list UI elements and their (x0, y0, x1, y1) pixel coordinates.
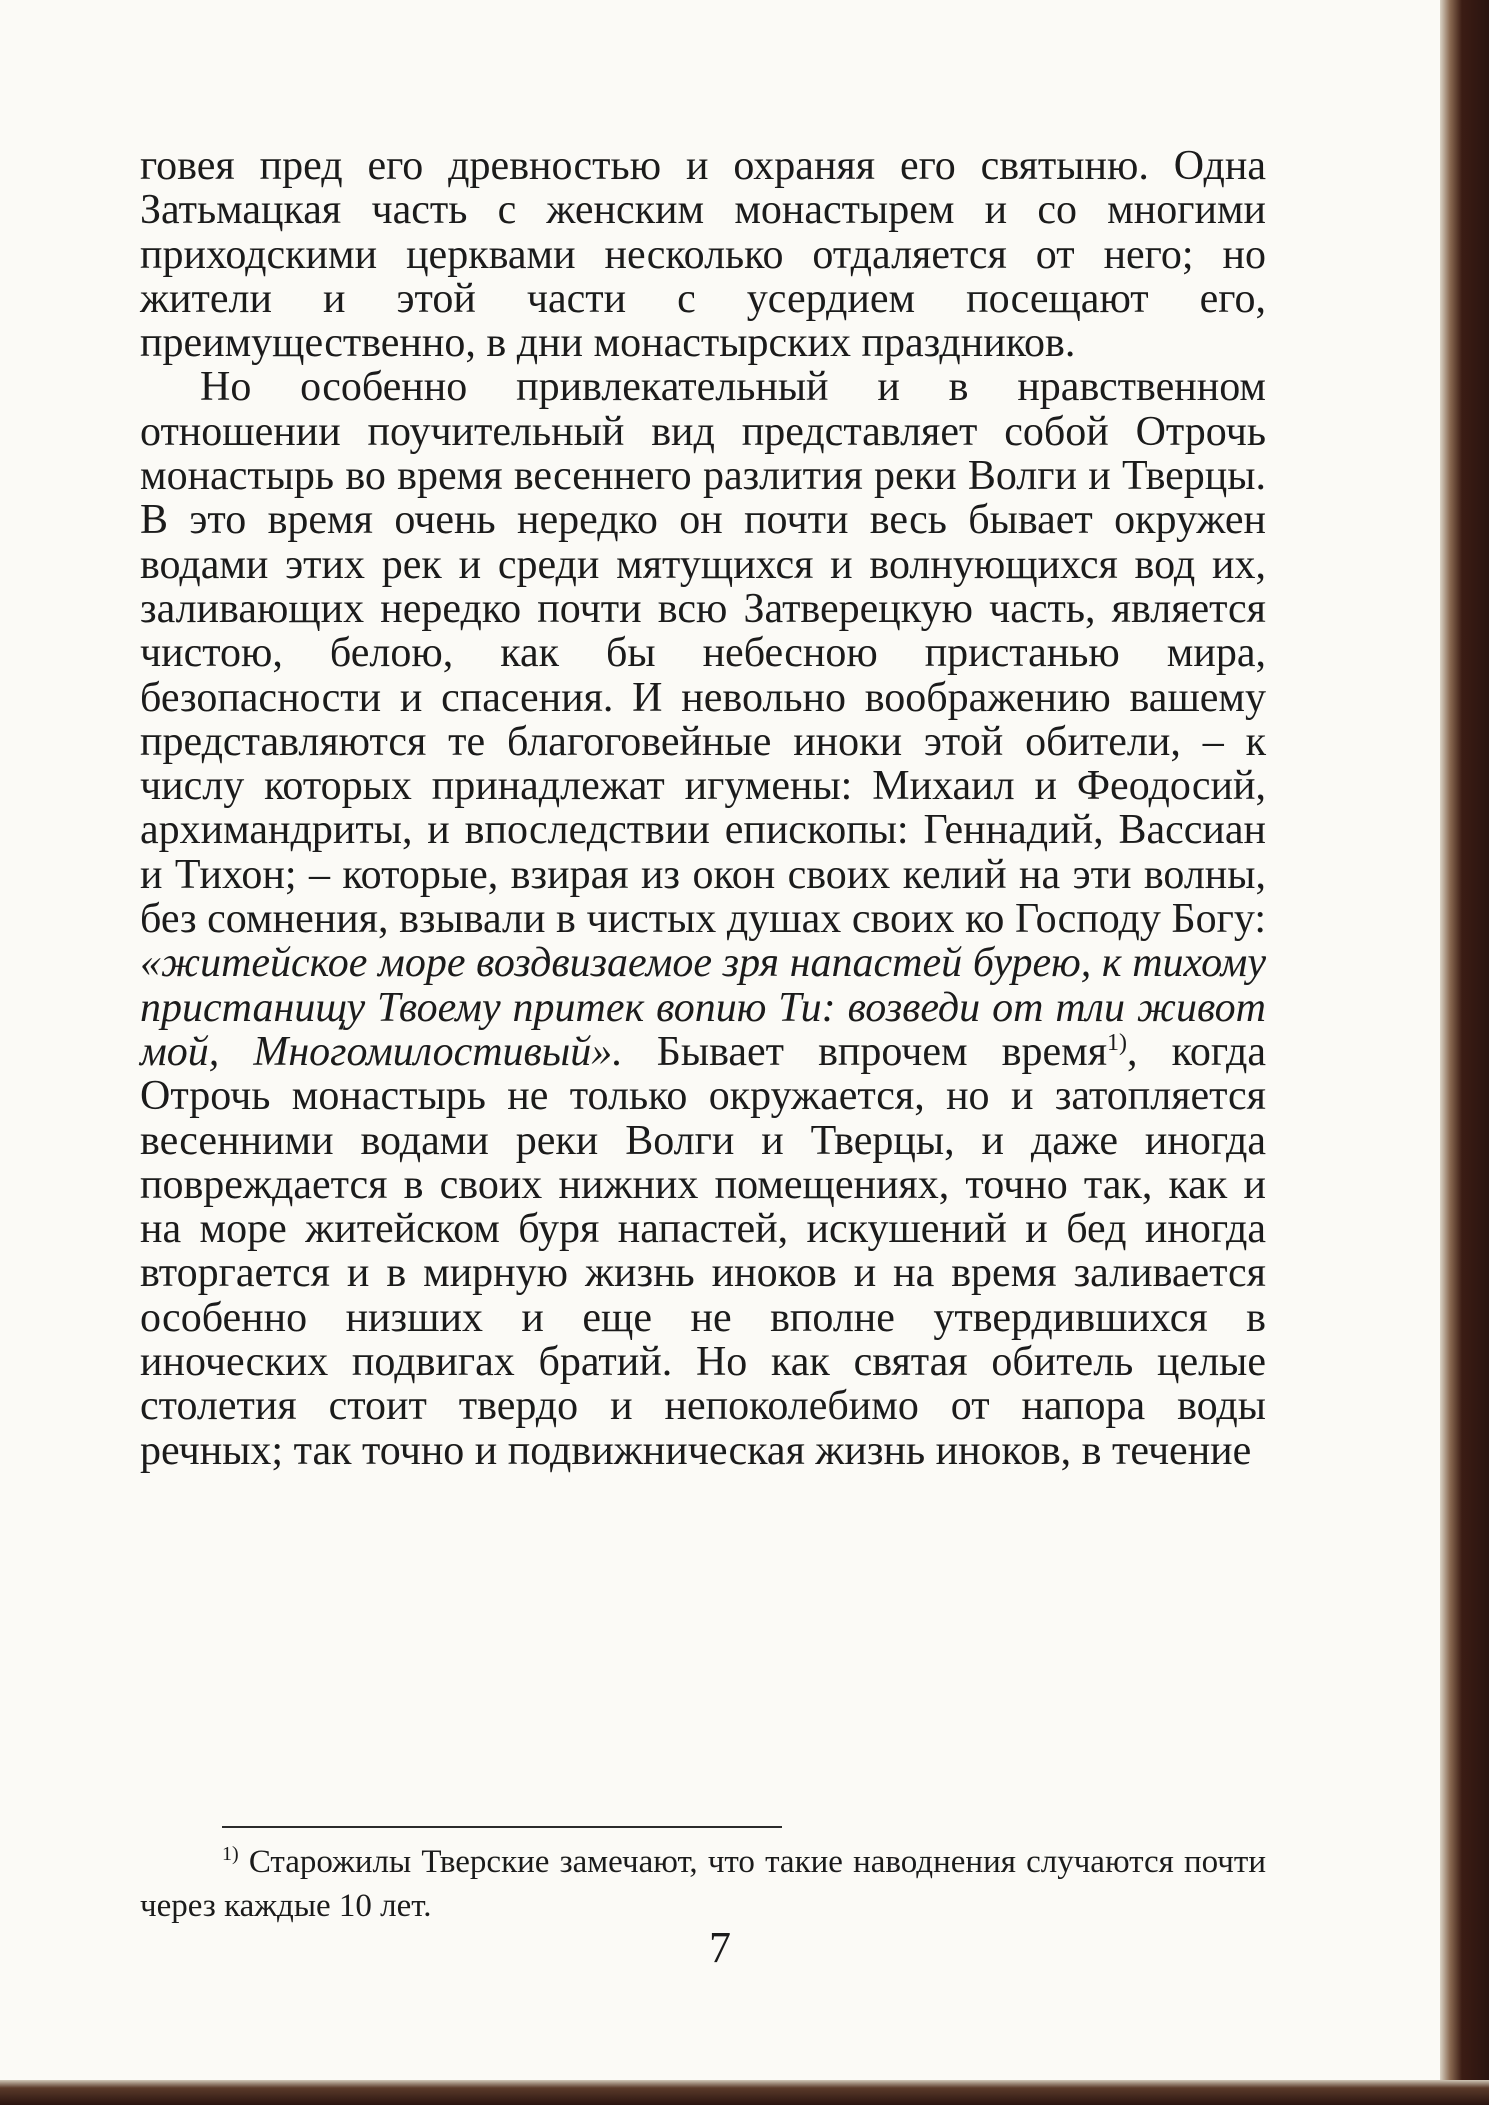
footnote-reference: 1) (1107, 1029, 1128, 1056)
footnote-text: Старожилы Тверские замечают, что такие наводнения случаются почти через каждые 10 лет. (140, 1844, 1266, 1924)
paragraph-1: говея пред его древностью и охраняя его святыню. Одна Затьмацкая часть с женским монастырем и со многими приходскими церквами несколько отдаляется от него; но жители и этой части с усердием посещают его, преимущественно, в дни монастырских праздников. (140, 143, 1266, 367)
footnote-mark: 1) (222, 1843, 239, 1865)
paragraph-2-text: Но особенно привлекательный и в нравственном отношении поучительный вид представляет собой Отрочь монастырь во время весеннего разлития реки Волги и Тверцы. В это время очень нередко он почти весь бывает окружен водами этих рек и среди мятущихся и волнующихся вод их, заливающих нередко почти всю Затверецкую часть, является чистою, белою, как бы небесною пристанью мира, безопасности и спасения. И невольно воображению вашему представляются те благоговейные иноки этой обители, – к числу которых принадлежат игумены: Михаил и Феодосий, архимандриты, и впоследствии епископы: Геннадий, Вассиан и Тихон; – которые, взирая из окон своих келий на эти волны, без сомнения, взывали в чистых душах своих ко Господу Богу: (140, 364, 1266, 943)
paragraph-2 (140, 365, 1266, 1472)
paragraph-2-ending: , когда Отрочь монастырь не только окружается, но и затопляется весенними водами реки Волги и Тверцы, и даже иногда повреждается в своих нижних помещениях, точно так, как и на море житейском буря напастей, искушений и бед иногда вторгается и в мирную жизнь иноков и на время заливается особенно низших и еще не вполне утвердившихся в иноческих подвигах братий. Но как святая обитель целые столетия стоит твердо и непоколебимо от напора воды речных; так точно и подвижническая жизнь иноков, в течение (140, 1028, 1267, 1474)
main-text (140, 144, 1266, 1473)
paragraph-2-continuation: Бывает впрочем время (656, 1028, 1108, 1075)
footnote (140, 1840, 1266, 1928)
prayer-quote: «житейское море воздвизаемое зря напастей бурею, к тихому пристанищу Твоему притек вопию Ти: возведи от тли живот мой, Многомилостивый». (140, 940, 1266, 1075)
footnote-divider (222, 1826, 782, 1828)
book-edge-right (1440, 0, 1489, 2105)
book-edge-bottom (0, 2080, 1489, 2105)
page-number: 7 (709, 1923, 731, 1972)
